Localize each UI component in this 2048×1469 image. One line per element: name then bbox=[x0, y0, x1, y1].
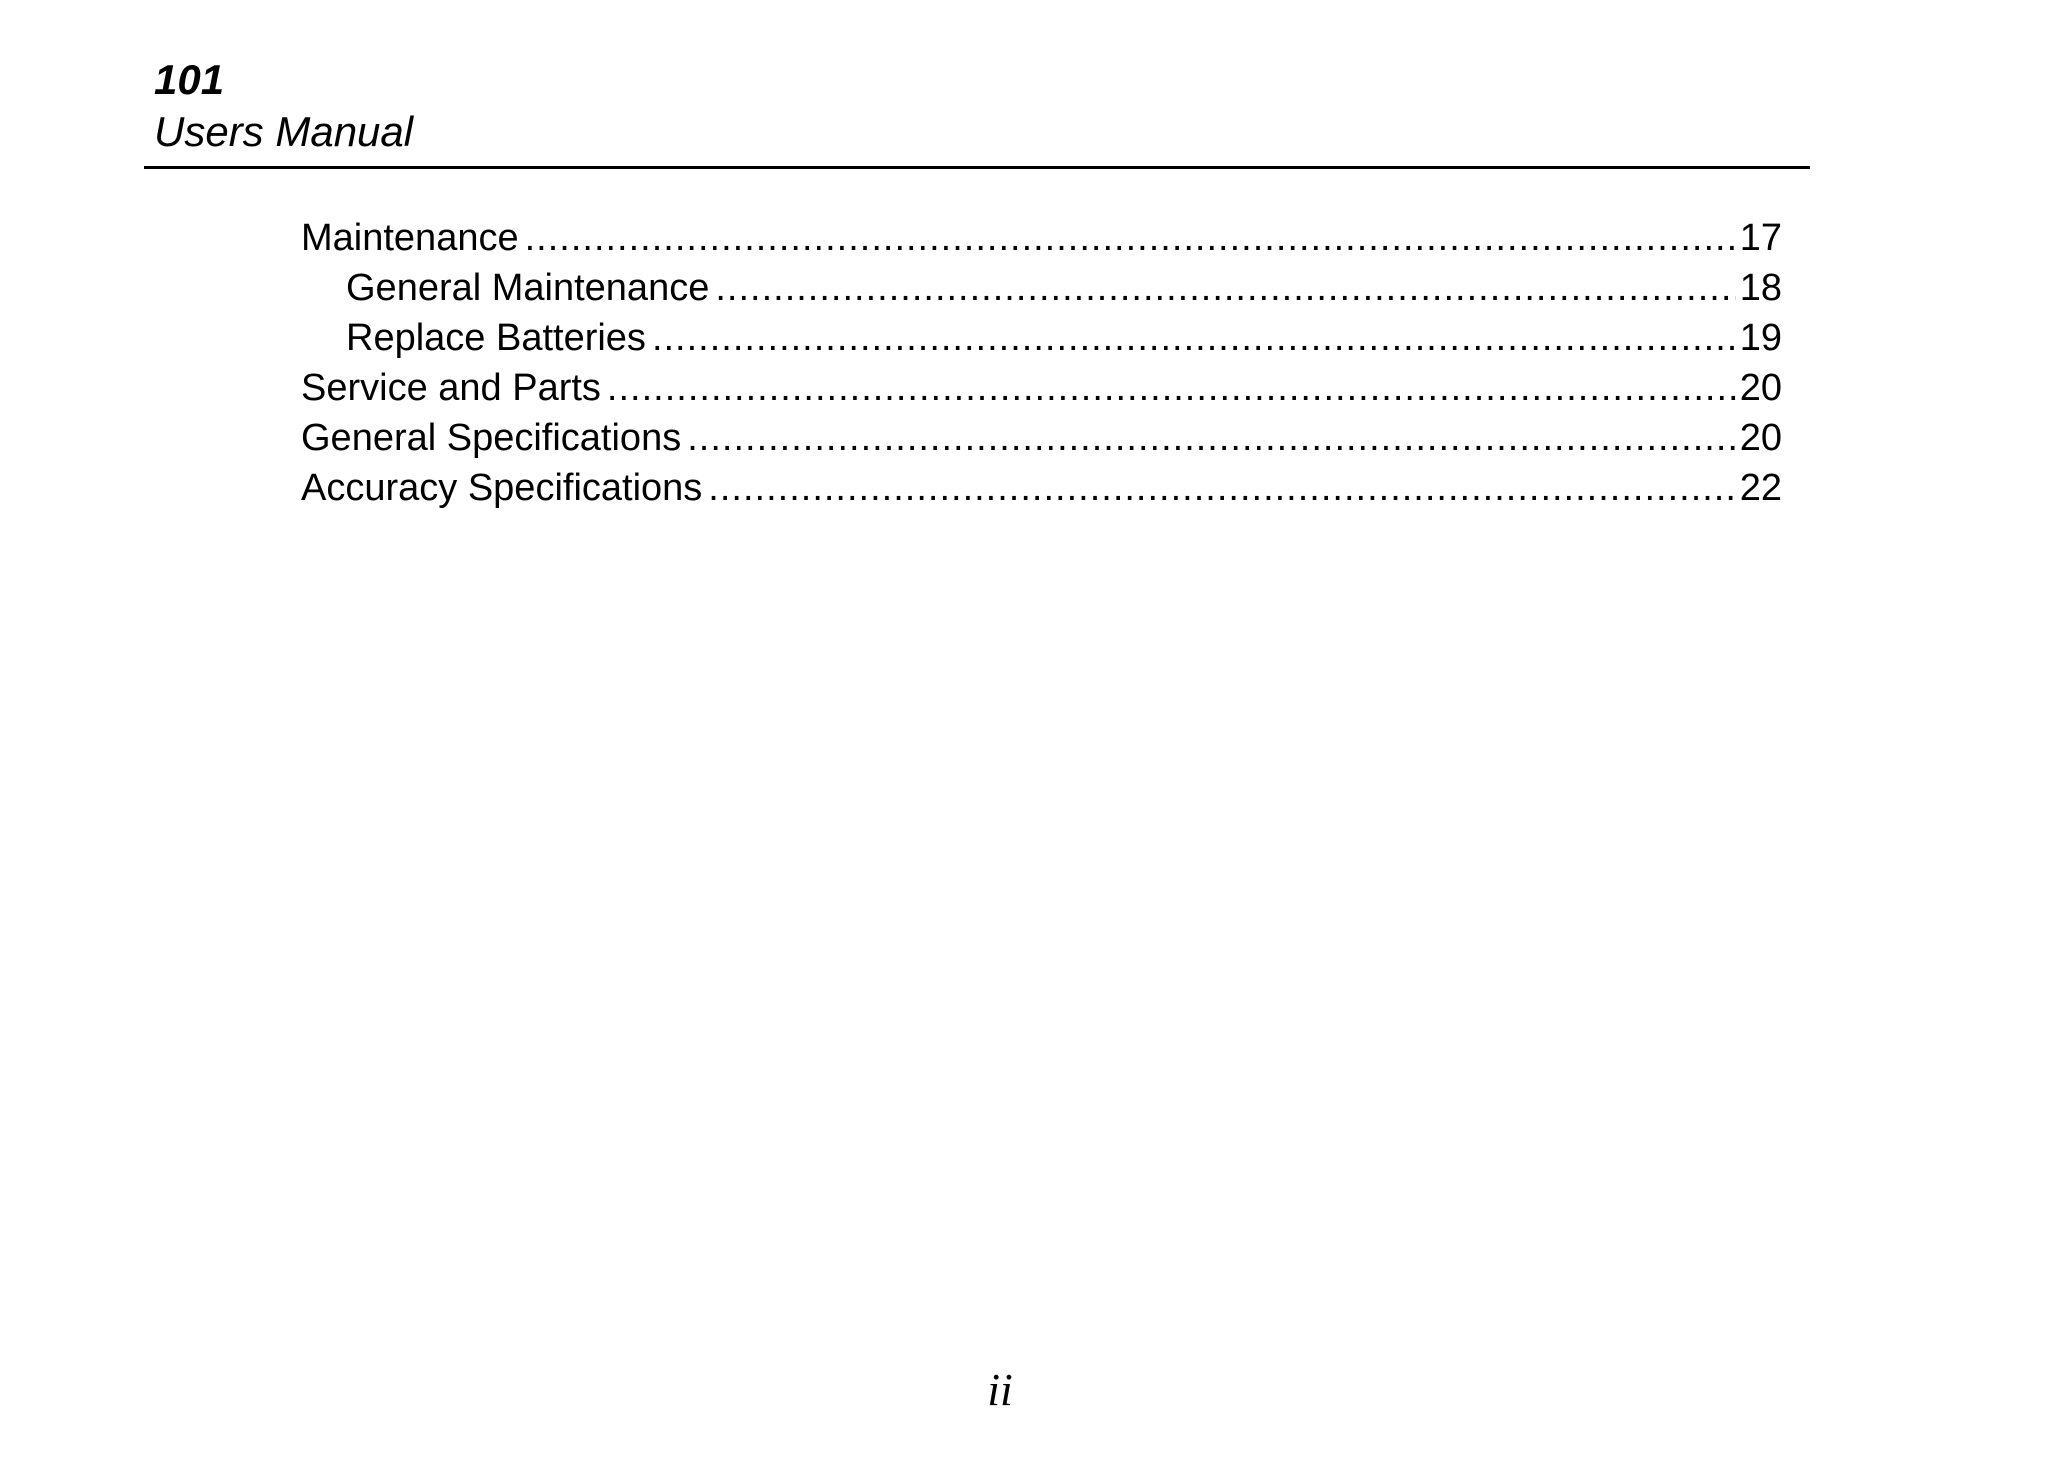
toc-entry-label: Replace Batteries bbox=[346, 317, 646, 359]
header-divider bbox=[144, 166, 1810, 169]
toc-dot-leader bbox=[715, 263, 1735, 313]
toc-dot-leader bbox=[607, 363, 1736, 413]
toc-entry-accuracy-specifications[interactable] bbox=[301, 463, 1782, 513]
toc-entry-general-maintenance[interactable] bbox=[301, 263, 1782, 313]
model-number: 101 bbox=[154, 56, 225, 103]
toc-entry-page: 17 bbox=[1739, 217, 1782, 259]
toc-dot-leader bbox=[687, 413, 1736, 463]
toc-entry-label: General Specifications bbox=[301, 417, 682, 459]
toc-dot-leader bbox=[652, 313, 1736, 363]
toc-entry-maintenance[interactable] bbox=[301, 213, 1782, 263]
toc-entry-label: General Maintenance bbox=[346, 267, 710, 309]
manual-title: Users Manual bbox=[154, 108, 414, 155]
toc-entry-page: 18 bbox=[1739, 267, 1782, 309]
toc-dot-leader bbox=[525, 213, 1736, 263]
page-number: ii bbox=[987, 1364, 1013, 1415]
toc-dot-leader bbox=[708, 463, 1735, 513]
toc-entry-replace-batteries[interactable] bbox=[301, 313, 1782, 363]
toc-entry-page: 19 bbox=[1739, 317, 1782, 359]
toc-entry-label: Maintenance bbox=[301, 217, 519, 259]
toc-entry-page: 20 bbox=[1739, 417, 1782, 459]
toc-entry-label: Service and Parts bbox=[301, 367, 601, 409]
toc-entry-page: 20 bbox=[1739, 367, 1782, 409]
toc-entry-service-and-parts[interactable] bbox=[301, 363, 1782, 413]
page-header bbox=[154, 55, 413, 159]
toc-entry-general-specifications[interactable] bbox=[301, 413, 1782, 463]
toc-entry-page: 22 bbox=[1739, 467, 1782, 509]
toc-entry-label: Accuracy Specifications bbox=[301, 467, 703, 509]
table-of-contents bbox=[301, 213, 1782, 513]
